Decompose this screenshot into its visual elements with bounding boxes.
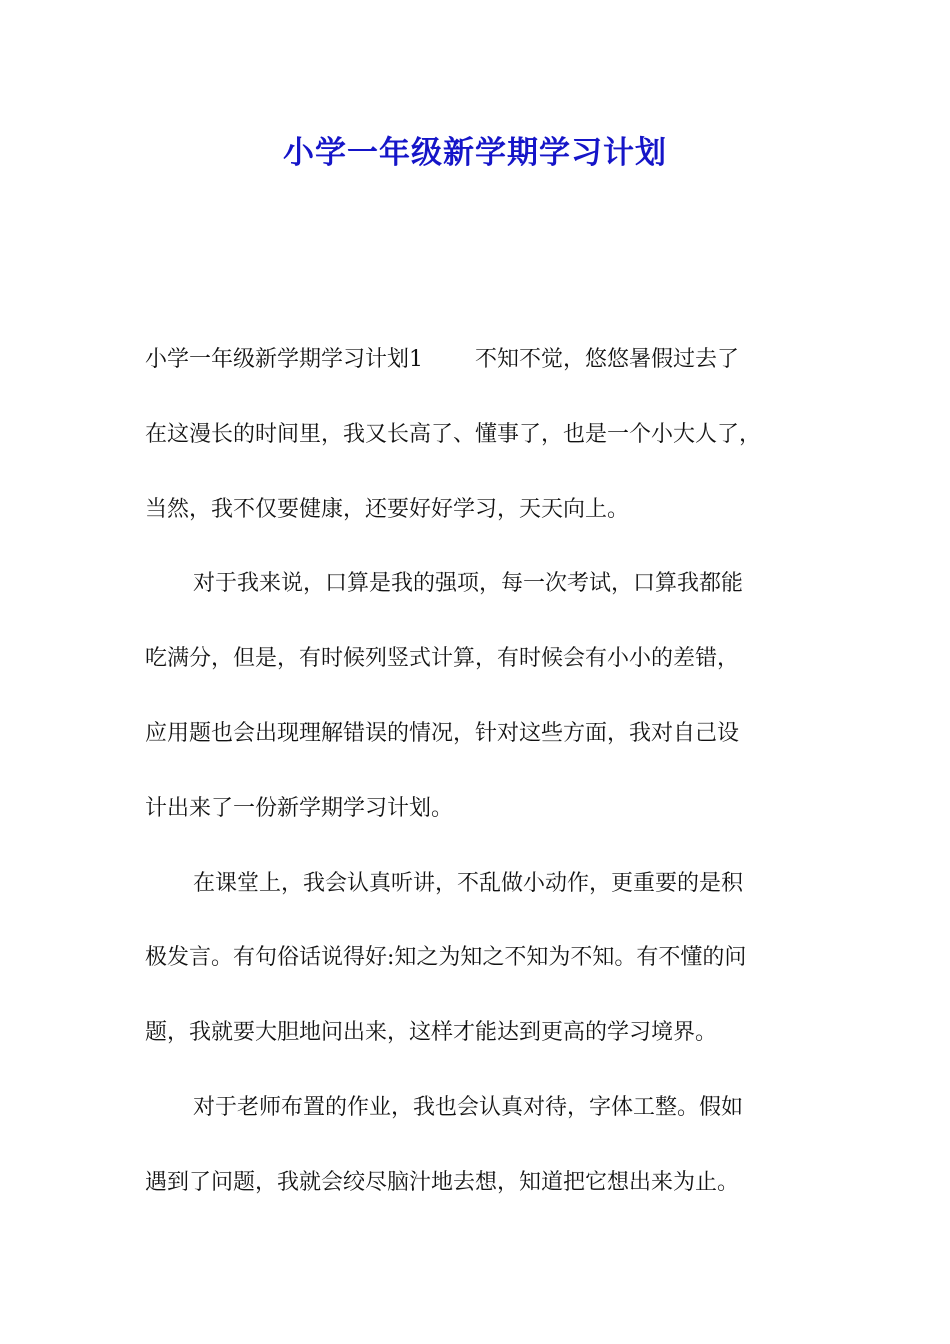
text-span: 不知不觉，悠悠暑假过去了 — [475, 347, 740, 372]
text-line: 极发言。有句俗话说得好:知之为知之不知为不知。有不懂的问 — [145, 945, 747, 971]
text-line — [145, 335, 815, 410]
text-line: 对于老师布置的作业，我也会认真对待，字体工整。假如 — [193, 1094, 744, 1120]
document-body — [145, 335, 815, 1233]
text-line: 应用题也会出现理解错误的情况，针对这些方面，我对自己设 — [145, 720, 740, 746]
text-line: 题，我就要大胆地问出来，这样才能达到更高的学习境界。 — [145, 1020, 718, 1046]
document-title: 小学一年级新学期学习计划 — [283, 135, 667, 171]
text-line: 在课堂上，我会认真听讲，不乱做小动作，更重要的是积 — [193, 870, 744, 896]
text-line: 在这漫长的时间里，我又长高了、懂事了，也是一个小大人了， — [145, 421, 762, 447]
text-line: 遇到了问题，我就会绞尽脑汁地去想，知道把它想出来为止。 — [145, 1169, 740, 1195]
section-heading: 小学一年级新学期学习计划1 — [145, 347, 423, 372]
text-line: 计出来了一份新学期学习计划。 — [145, 795, 454, 821]
text-line: 对于我来说，口算是我的强项，每一次考试，口算我都能 — [193, 571, 744, 597]
text-line: 当然，我不仅要健康，还要好好学习，天天向上。 — [145, 496, 630, 522]
text-line: 吃满分，但是，有时候列竖式计算，有时候会有小小的差错， — [145, 646, 740, 672]
